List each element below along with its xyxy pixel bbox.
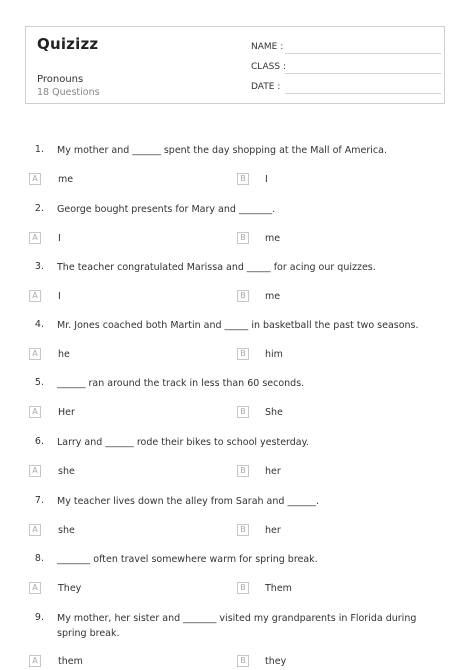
option-b-text: him bbox=[265, 349, 283, 360]
option-a-text: I bbox=[58, 291, 61, 302]
question-text: _______ often travel somewhere warm for spring break. bbox=[57, 554, 318, 565]
option-b-text: She bbox=[265, 407, 283, 418]
question-text: My mother, her sister and _______ visited my grandparents in Florida during spring break. bbox=[57, 613, 417, 639]
option-a-text: them bbox=[58, 656, 83, 667]
option-a-box[interactable]: A bbox=[29, 232, 41, 244]
option-a-box[interactable]: A bbox=[29, 406, 41, 418]
worksheet-title: Pronouns bbox=[37, 74, 84, 85]
option-a-text: he bbox=[58, 349, 70, 360]
option-b-text: me bbox=[265, 233, 281, 244]
option-a-box[interactable]: A bbox=[29, 290, 41, 302]
class-label: CLASS : bbox=[251, 62, 286, 72]
question-text: ______ ran around the track in less than 60 seconds. bbox=[57, 378, 305, 389]
question-number: 3. bbox=[34, 261, 44, 272]
option-b-text: Them bbox=[265, 583, 292, 594]
class-line bbox=[285, 73, 441, 74]
option-a-box[interactable]: A bbox=[29, 524, 41, 536]
option-a-text: she bbox=[58, 525, 75, 536]
question-number: 2. bbox=[34, 203, 44, 214]
question-number: 1. bbox=[34, 144, 44, 155]
quizizz-logo: Quizizz bbox=[37, 35, 99, 53]
option-b-box[interactable]: B bbox=[237, 348, 249, 360]
option-b-box[interactable]: B bbox=[237, 465, 249, 477]
option-a-box[interactable]: A bbox=[29, 655, 41, 667]
class-field[interactable] bbox=[251, 62, 439, 72]
option-b-box[interactable]: B bbox=[237, 173, 249, 185]
question-number: 5. bbox=[34, 377, 44, 388]
option-b-text: they bbox=[265, 656, 287, 667]
question-number: 9. bbox=[34, 612, 44, 623]
question-number: 6. bbox=[34, 436, 44, 447]
option-b-box[interactable]: B bbox=[237, 655, 249, 667]
question-text: My teacher lives down the alley from Sarah and ______. bbox=[57, 496, 319, 507]
date-field[interactable] bbox=[251, 82, 439, 92]
option-a-text: They bbox=[58, 583, 82, 594]
question-text: George bought presents for Mary and _______. bbox=[57, 204, 276, 215]
option-a-text: Her bbox=[58, 407, 75, 418]
option-b-text: I bbox=[265, 174, 268, 185]
option-b-box[interactable]: B bbox=[237, 232, 249, 244]
name-field[interactable] bbox=[251, 42, 439, 52]
option-a-box[interactable]: A bbox=[29, 465, 41, 477]
question-number: 4. bbox=[34, 319, 44, 330]
question-number: 7. bbox=[34, 495, 44, 506]
option-b-text: her bbox=[265, 525, 281, 536]
date-label: DATE : bbox=[251, 82, 281, 92]
option-a-text: I bbox=[58, 233, 61, 244]
question-text: Larry and ______ rode their bikes to school yesterday. bbox=[57, 437, 309, 448]
option-b-text: her bbox=[265, 466, 281, 477]
question-text: My mother and ______ spent the day shopping at the Mall of America. bbox=[57, 145, 387, 156]
option-a-text: me bbox=[58, 174, 74, 185]
option-b-text: me bbox=[265, 291, 281, 302]
option-b-box[interactable]: B bbox=[237, 290, 249, 302]
option-a-box[interactable]: A bbox=[29, 348, 41, 360]
option-a-box[interactable]: A bbox=[29, 582, 41, 594]
name-line bbox=[285, 53, 441, 54]
option-a-box[interactable]: A bbox=[29, 173, 41, 185]
question-count: 18 Questions bbox=[37, 87, 100, 98]
name-label: NAME : bbox=[251, 42, 284, 52]
option-b-box[interactable]: B bbox=[237, 582, 249, 594]
question-text: The teacher congratulated Marissa and _____ for acing our quizzes. bbox=[57, 262, 376, 273]
option-b-box[interactable]: B bbox=[237, 406, 249, 418]
question-number: 8. bbox=[34, 553, 44, 564]
date-line bbox=[285, 93, 441, 94]
option-b-box[interactable]: B bbox=[237, 524, 249, 536]
question-text: Mr. Jones coached both Martin and _____ in basketball the past two seasons. bbox=[57, 320, 419, 331]
option-a-text: she bbox=[58, 466, 75, 477]
worksheet-header bbox=[25, 26, 445, 104]
